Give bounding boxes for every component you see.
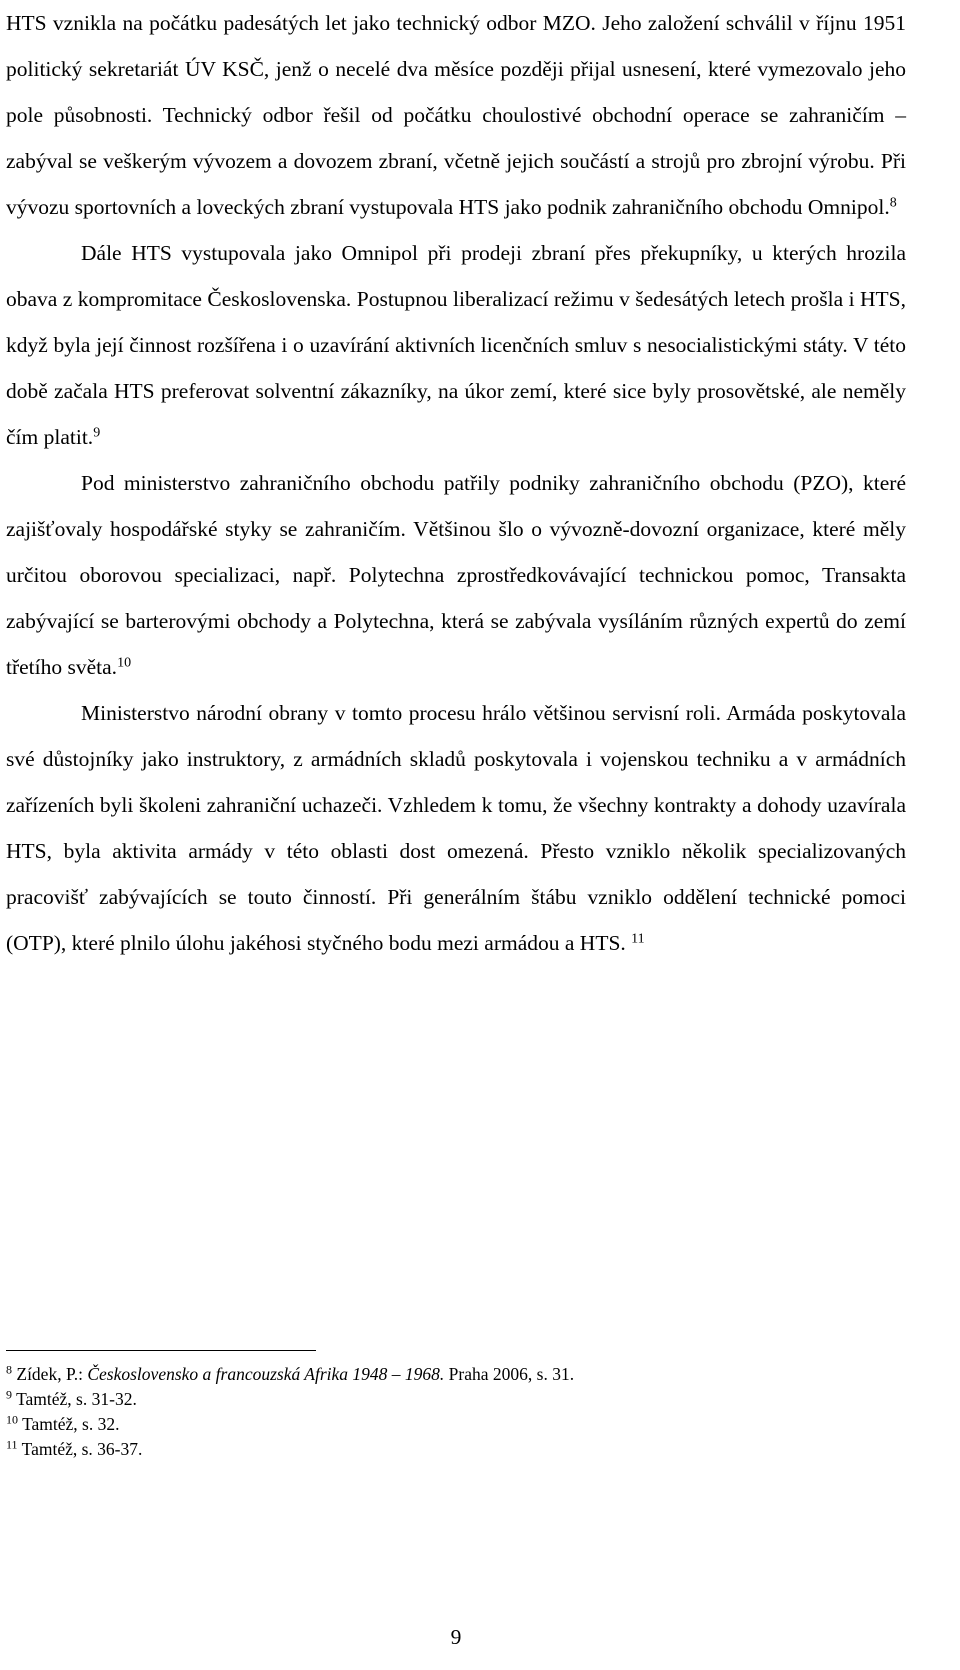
- footnote-9: [6, 1387, 906, 1412]
- paragraph-1: [6, 0, 906, 230]
- footnote-number: 11: [6, 1437, 18, 1452]
- paragraph-3-text: Pod ministerstvo zahraničního obchodu patřily podniky zahraničního obchodu (PZO), které zajišťovaly hospodářské styky se zahraničím. Většinou šlo o vývozně-dovozní organizace, které měly určitou oborovou specializaci, např. Polytechna zprostředkovávající technickou pomoc, Transakta zabývající se barterovými obchody a Polytechna, která se zabývala vysíláním různých expertů do zemí třetího světa.: [6, 471, 906, 679]
- footnote-ref-8: 8: [889, 195, 897, 211]
- page-number: 9: [450, 1625, 462, 1649]
- footnote-ref-11: 11: [631, 931, 645, 947]
- footnote-ref-9: 9: [93, 425, 101, 441]
- paragraph-1-text: HTS vznikla na počátku padesátých let jako technický odbor MZO. Jeho založení schválil v říjnu 1951 politický sekretariát ÚV KSČ, jenž o necelé dva měsíce později přijal usnesení, které vymezovalo jeho pole působnosti. Technický odbor řešil od počátku choulostivé obchodní operace se zahraničím – zabýval se veškerým vývozem a dovozem zbraní, včetně jejich součástí a strojů pro zbrojní výrobu. Při vývozu sportovních a loveckých zbraní vystupovala HTS jako podnik zahraničního obchodu Omnipol.: [6, 11, 906, 219]
- paragraph-4: [6, 690, 906, 966]
- paragraph-2: [6, 230, 906, 460]
- footnote-rest: Praha 2006, s. 31.: [444, 1364, 575, 1384]
- paragraph-3: [6, 460, 906, 690]
- footnote-11: [6, 1437, 906, 1462]
- footnote-number: 9: [6, 1387, 12, 1402]
- footnote-separator: [6, 1350, 316, 1351]
- paragraph-2-text: Dále HTS vystupovala jako Omnipol při prodeji zbraní přes překupníky, u kterých hrozila obava z kompromitace Československa. Postupnou liberalizací režimu v šedesátých letech prošla i HTS, když byla její činnost rozšířena i o uzavírání aktivních licenčních smluv s nesocialistickými státy. V této době začala HTS preferovat solventní zákazníky, na úkor zemí, které sice byly prosovětské, ale neměly čím platit.: [6, 241, 906, 449]
- footnote-author: Zídek, P.:: [16, 1364, 88, 1384]
- footnote-8: [6, 1362, 906, 1387]
- footnote-text: Tamtéž, s. 32.: [22, 1414, 120, 1434]
- footnote-number: 8: [6, 1362, 12, 1377]
- document-page: [6, 0, 906, 1670]
- footnote-text: Tamtéž, s. 36-37.: [21, 1439, 143, 1459]
- footnote-title: Československo a francouzská Afrika 1948 – 1968.: [87, 1364, 445, 1384]
- footnote-ref-10: 10: [117, 655, 132, 671]
- footnotes: [6, 1362, 906, 1462]
- footnote-number: 10: [6, 1412, 18, 1427]
- paragraph-4-text: Ministerstvo národní obrany v tomto procesu hrálo většinou servisní roli. Armáda poskytovala své důstojníky jako instruktory, z armádních skladů poskytovala i vojenskou techniku a v armádních zařízeních byli školeni zahraniční uchazeči. Vzhledem k tomu, že všechny kontrakty a dohody uzavírala HTS, byla aktivita armády v této oblasti dost omezená. Přesto vzniklo několik specializovaných pracovišť zabývajících se touto činností. Při generálním štábu vzniklo oddělení technické pomoci (OTP), které plnilo úlohu jakéhosi styčného bodu mezi armádou a HTS.: [6, 701, 906, 955]
- body-text: [6, 0, 906, 966]
- footnote-10: [6, 1412, 906, 1437]
- footnote-text: Tamtéž, s. 31-32.: [16, 1389, 137, 1409]
